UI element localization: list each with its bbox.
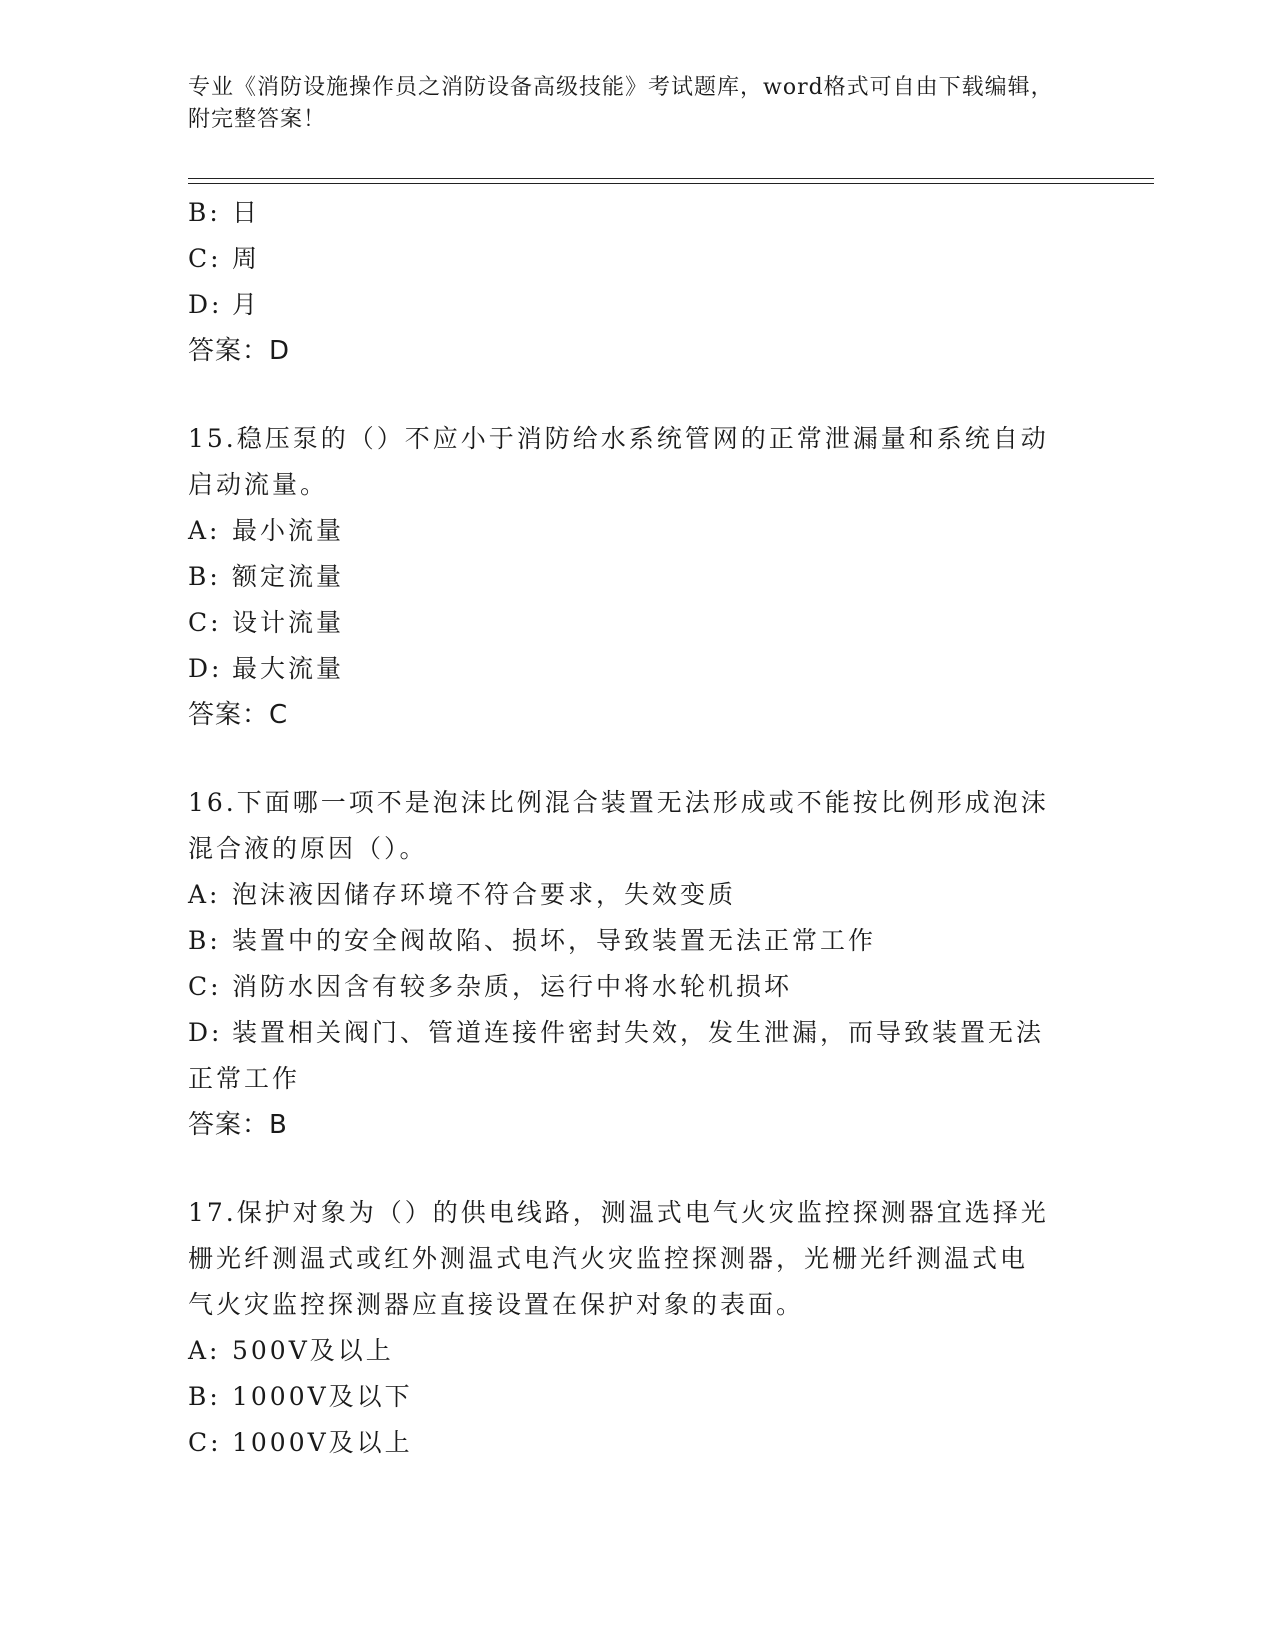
option-text: 500V及以上	[232, 1336, 394, 1365]
option-key: C:	[188, 244, 222, 273]
answer-line: 答案：D	[188, 336, 291, 366]
option-b	[188, 554, 1068, 600]
spacer	[188, 1148, 1068, 1190]
option-key: D:	[188, 1018, 223, 1047]
option-b	[188, 1374, 1068, 1420]
question-stem: 16.下面哪一项不是泡沫比例混合装置无法形成或不能按比例形成泡沫	[188, 788, 1049, 817]
option-continuation: 正常工作	[188, 1064, 301, 1093]
spacer	[188, 738, 1068, 780]
option-key: A:	[188, 1336, 221, 1365]
option-text: 设计流量	[232, 608, 345, 637]
option-text: 消防水因含有较多杂质，运行中将水轮机损坏	[232, 972, 793, 1001]
question-16	[188, 780, 1068, 1148]
question-17	[188, 1190, 1068, 1466]
option-key: C:	[188, 972, 222, 1001]
answer-line: 答案：B	[188, 1110, 288, 1140]
option-text: 周	[232, 244, 261, 273]
option-text: 月	[232, 290, 261, 319]
option-c	[188, 1420, 1068, 1466]
option-b	[188, 918, 1068, 964]
question-14-tail	[188, 190, 1068, 374]
option-key: A:	[188, 880, 221, 909]
option-key: A:	[188, 516, 221, 545]
option-key: B:	[188, 562, 221, 591]
question-15	[188, 416, 1068, 738]
option-key: C:	[188, 1428, 222, 1457]
question-stem: 15.稳压泵的（）不应小于消防给水系统管网的正常泄漏量和系统自动	[188, 424, 1049, 453]
option-text: 1000V及以上	[232, 1428, 413, 1457]
option-d	[188, 646, 1068, 692]
option-text: 最大流量	[232, 654, 345, 683]
option-b	[188, 190, 1068, 236]
option-key: D:	[188, 654, 223, 683]
header-divider-bottom	[188, 183, 1154, 184]
spacer	[188, 374, 1068, 416]
option-text: 最小流量	[232, 516, 345, 545]
option-key: B:	[188, 926, 221, 955]
option-text: 1000V及以下	[232, 1382, 413, 1411]
question-list	[188, 190, 1068, 1466]
option-text: 额定流量	[232, 562, 345, 591]
question-stem: 启动流量。	[188, 470, 329, 499]
option-d	[188, 1010, 1068, 1056]
option-d	[188, 282, 1068, 328]
option-c	[188, 600, 1068, 646]
option-a	[188, 508, 1068, 554]
option-key: D:	[188, 290, 223, 319]
question-stem: 栅光纤测温式或红外测温式电汽火灾监控探测器，光栅光纤测温式电	[188, 1244, 1029, 1273]
option-text: 装置相关阀门、管道连接件密封失效，发生泄漏，而导致装置无法	[232, 1018, 1045, 1047]
option-c	[188, 236, 1068, 282]
option-a	[188, 872, 1068, 918]
option-text: 泡沫液因储存环境不符合要求，失效变质	[232, 880, 737, 909]
option-key: B:	[188, 1382, 221, 1411]
question-stem: 17.保护对象为（）的供电线路，测温式电气火灾监控探测器宜选择光	[188, 1198, 1049, 1227]
option-text: 日	[232, 198, 261, 227]
header-divider-top	[188, 178, 1154, 179]
option-c	[188, 964, 1068, 1010]
option-key: C:	[188, 608, 222, 637]
option-key: B:	[188, 198, 221, 227]
page-header	[188, 72, 1068, 136]
option-a	[188, 1328, 1068, 1374]
header-text: 专业《消防设施操作员之消防设备高级技能》考试题库，word格式可自由下载编辑，附完整答案！	[188, 75, 1054, 132]
question-stem: 气火灾监控探测器应直接设置在保护对象的表面。	[188, 1290, 805, 1319]
answer-line: 答案：C	[188, 700, 289, 730]
question-stem: 混合液的原因（）。	[188, 834, 428, 863]
option-text: 装置中的安全阀故陷、损坏，导致装置无法正常工作	[232, 926, 877, 955]
